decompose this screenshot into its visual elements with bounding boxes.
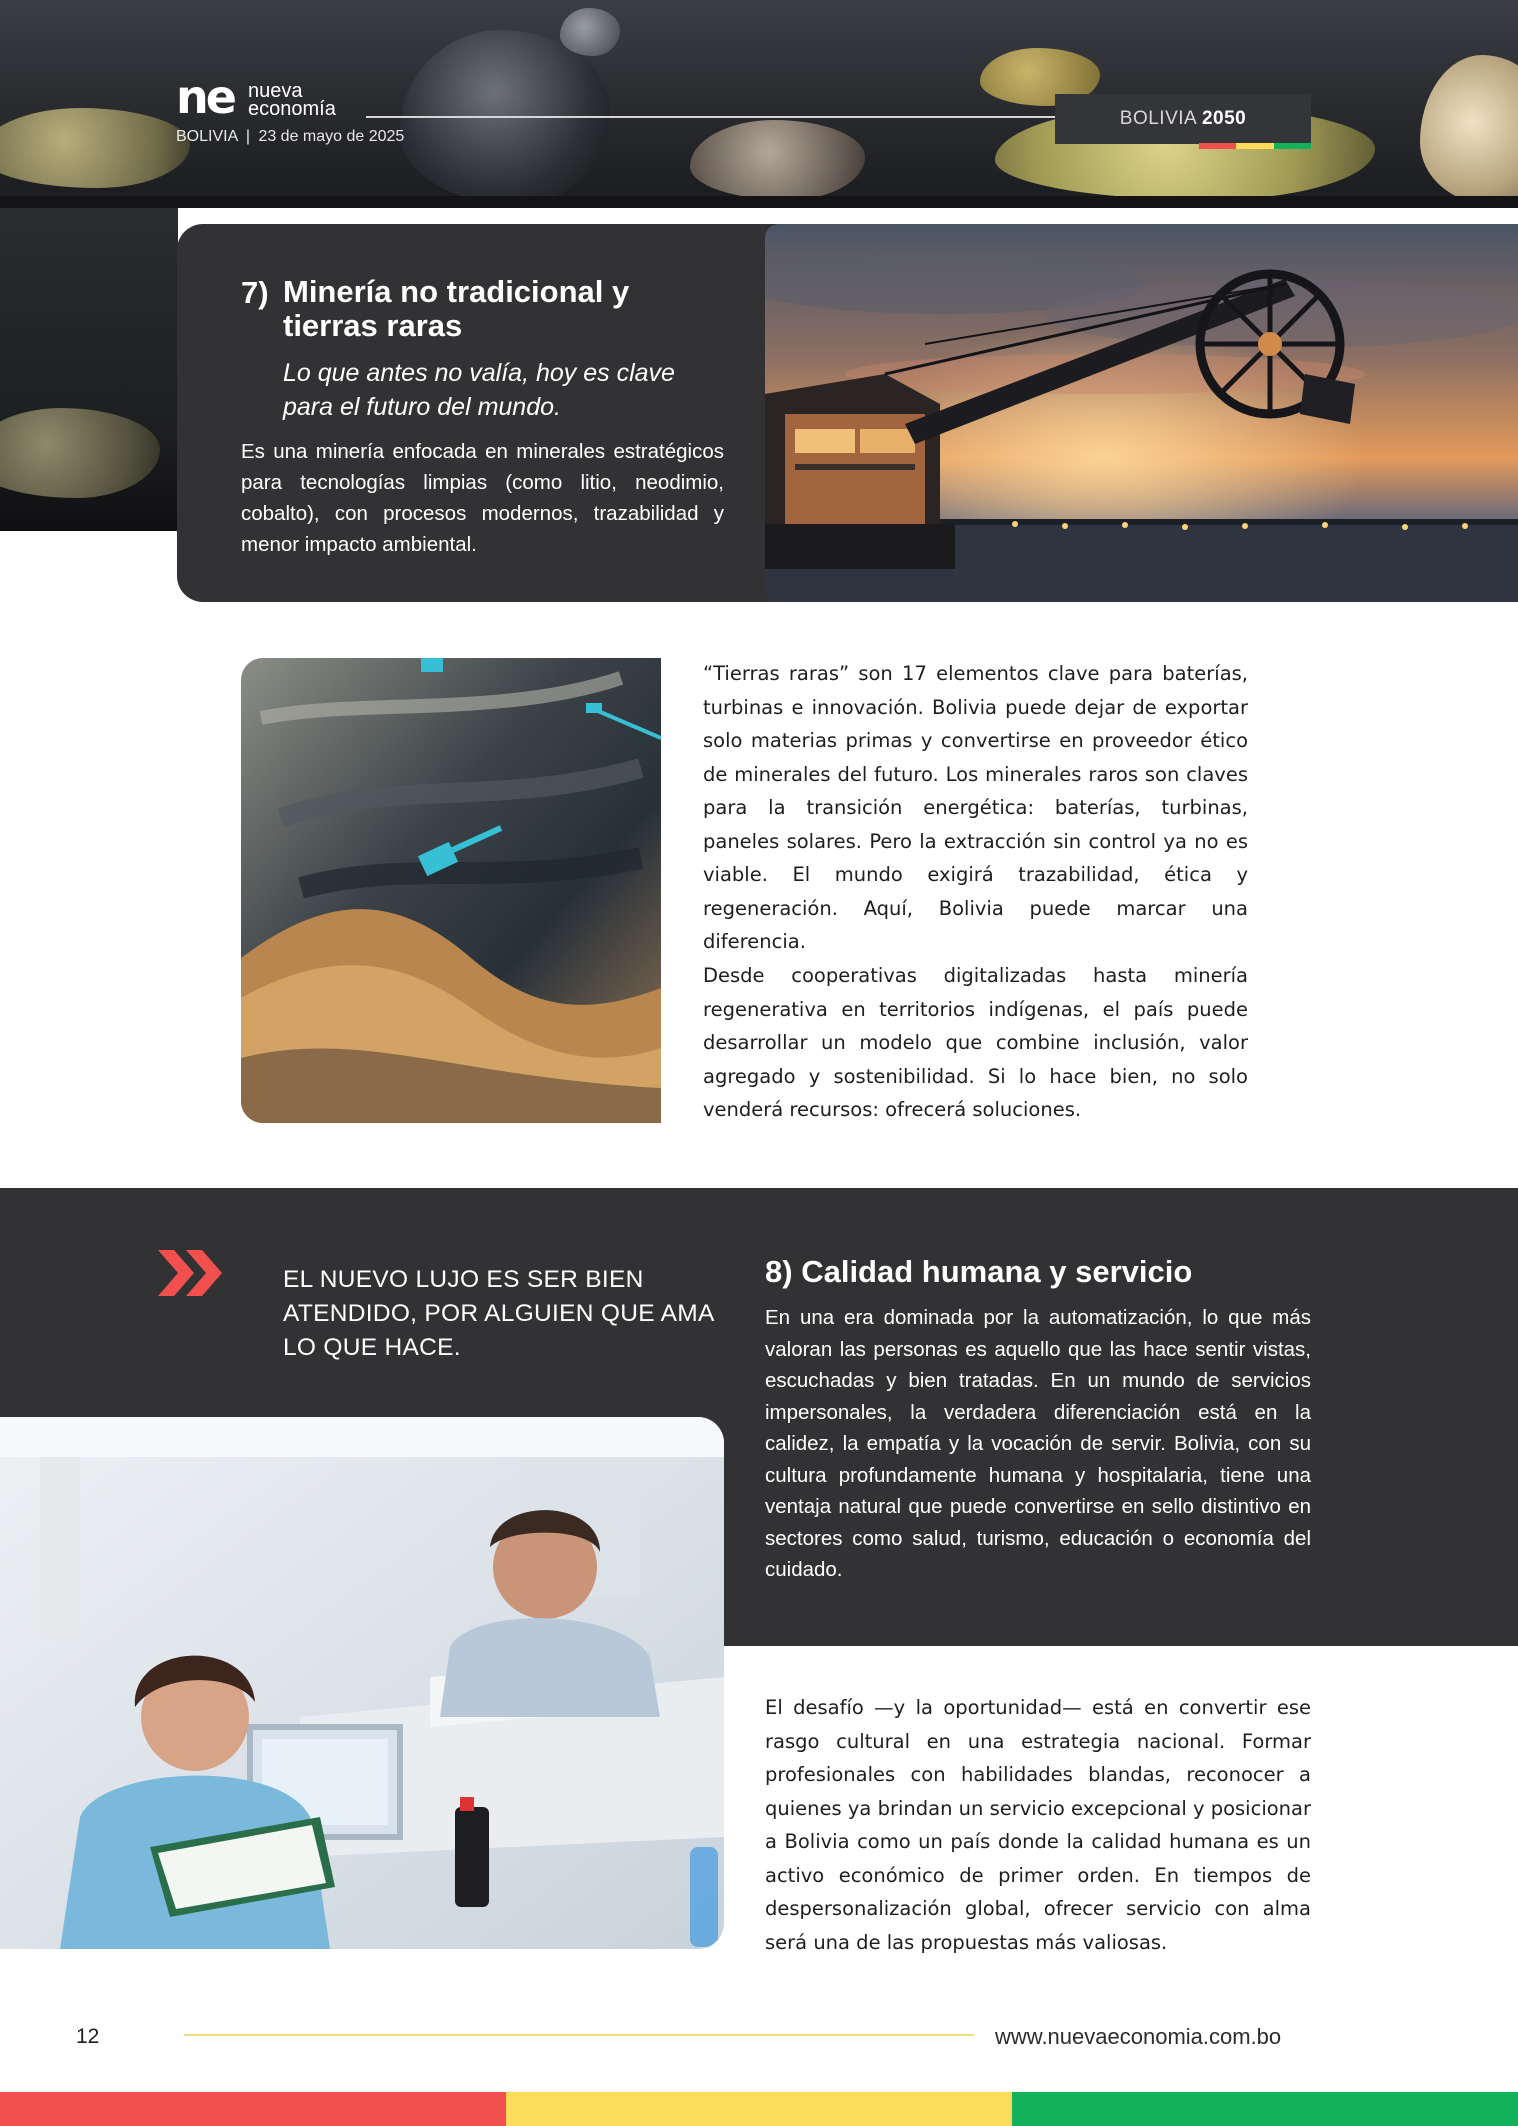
banner-shelf: [0, 196, 1518, 208]
section7-paragraph-2: Desde cooperativas digitalizadas hasta minería regenerativa en territorios indígenas, el país puede desarrollar un modelo que combine inclusión, valor agregado y sostenibilidad. Si lo hace bien, no solo venderá recursos: ofrecerá soluciones.: [703, 964, 1248, 1121]
pull-quote: EL NUEVO LUJO ES SER BIEN ATENDIDO, POR ALGUIEN QUE AMA LO QUE HACE.: [283, 1266, 714, 1361]
footer-band-yellow: [506, 2092, 1012, 2126]
website-link[interactable]: www.nuevaeconomia.com.bo: [995, 2024, 1282, 2049]
footer-flag-band: [0, 2092, 1518, 2126]
section7-number: 7): [241, 275, 269, 310]
page-number: 12: [76, 2025, 100, 2048]
section8-paragraph: El desafío —y la oportunidad— está en convertir ese rasgo cultural en una estrategia nacional. Formar profesionales con habilidades blandas, reconocer a quienes ya brindan un servicio excepcional y posicionar a Bolivia como un país donde la calidad humana es un activo económico de primer orden. En tiempos de despersonalización global, ofrecer servicio con alma será una de las propuestas más valiosas.: [765, 1696, 1311, 1954]
issue-country: BOLIVIA: [176, 128, 238, 145]
section8-number: 8): [765, 1254, 793, 1289]
flag-bar-red: [1199, 143, 1236, 149]
flag-bar-yellow: [1236, 143, 1273, 149]
logo-mark: ne: [176, 70, 234, 124]
bolivia-2050-badge: [1055, 94, 1311, 144]
open-pit-mine-aerial-photo: [241, 658, 661, 1123]
logo-line-2: economía: [248, 98, 336, 120]
section7-intro: Es una minería enfocada en minerales estratégicos para tecnologías limpias (como litio, neodimio, cobalto), con procesos modernos, trazabilidad y menor impacto ambiental.: [241, 440, 724, 556]
section8-heading: [765, 1254, 1192, 1290]
footer-rule: [184, 2034, 974, 2036]
badge-year: 2050: [1201, 108, 1247, 129]
section7-title: Minería no tradicional y tierras raras: [283, 274, 630, 343]
flag-bar-green: [1274, 143, 1311, 149]
double-chevron-icon: [158, 1250, 228, 1296]
issue-separator: |: [245, 128, 250, 145]
section8-title: Calidad humana y servicio: [801, 1254, 1193, 1289]
logo-line-1: nueva: [248, 80, 303, 102]
badge-prefix: BOLIVIA: [1119, 108, 1197, 129]
badge-label: [1055, 108, 1311, 130]
footer-band-green: [1012, 2092, 1518, 2126]
section7-paragraph-1: “Tierras raras” son 17 elementos clave para baterías, turbinas e innovación. Bolivia puede dejar de exportar solo materias primas y convertirse en proveedor ético de minerales del futuro. Los minerales raros son claves para la transición energética: baterías, turbinas, paneles solares. Pero la extracción sin control ya no es viable. El mundo exigirá trazabilidad, ética y regeneración. Aquí, Bolivia puede marcar una diferencia.: [703, 662, 1248, 953]
issue-date: 23 de mayo de 2025: [258, 128, 405, 145]
mineral-strip-image: [0, 208, 178, 531]
badge-flag-bars: [1199, 143, 1311, 149]
section8-intro: En una era dominada por la automatización, lo que más valoran las personas es aquello que las hace sentir vistas, escuchadas y bien tratadas. En un mundo de servicios impersonales, la verdadera diferenciación está en la calidez, la empatía y la vocación de servir. Bolivia, con su cultura profundamente humana y hospitalaria, tiene una ventaja natural que puede convertirse en sello distintivo en sectores como salud, turismo, educación o economía del cuidado.: [765, 1306, 1311, 1581]
section7-subtitle: Lo que antes no valía, hoy es clave para el futuro del mundo.: [283, 359, 675, 421]
issue-line: [176, 128, 404, 146]
healthcare-worker-photo: [0, 1417, 724, 1949]
logo-wordmark: [248, 82, 336, 118]
footer-band-red: [0, 2092, 506, 2126]
header-rule: [366, 116, 1056, 118]
mining-excavator-photo: [765, 224, 1518, 602]
